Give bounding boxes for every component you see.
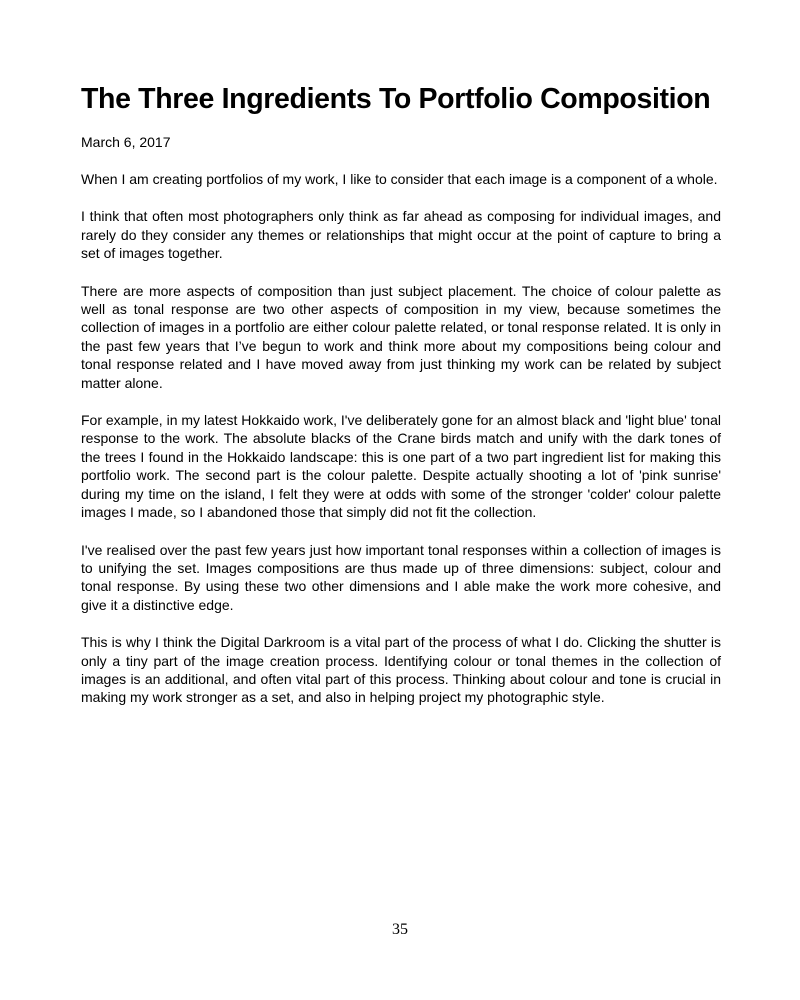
page-number: 35	[392, 921, 408, 938]
article-content	[81, 82, 721, 707]
paragraph-2: I think that often most photographers only think as far ahead as composing for individual images, and rarely do they consider any themes or relationships that might occur at the point of capture to bring a set of images together.	[81, 208, 721, 262]
paragraph-1: When I am creating portfolios of my work, I like to consider that each image is a component of a whole.	[81, 171, 718, 187]
article-title: The Three Ingredients To Portfolio Composition	[81, 83, 711, 115]
paragraph-6: This is why I think the Digital Darkroom is a vital part of the process of what I do. Clicking the shutter is only a tiny part of the image creation process. Identifying colour or tonal themes in the collection of images is an additional, and often vital part of this process. Thinking about colour and tone is crucial in making my work stronger as a set, and also in helping project my photographic style.	[81, 634, 721, 706]
paragraph-5: I've realised over the past few years just how important tonal responses within a collection of images is to unifying the set. Images compositions are thus made up of three dimensions: subject, colour and tonal response. By using these two other dimensions and I able make the work more cohesive, and give it a distinctive edge.	[81, 541, 721, 613]
article-date: March 6, 2017	[81, 134, 171, 150]
paragraph-3: There are more aspects of composition than just subject placement. The choice of colour palette as well as tonal response are two other aspects of composition in my view, because sometimes the collection of images in a portfolio are either colour palette related, or tonal response related. It is only in the past few years that I’ve begun to work and think more about my compositions being colour and tonal response related and I have moved away from just thinking my work can be related by subject matter alone.	[81, 282, 721, 391]
paragraph-4: For example, in my latest Hokkaido work, I've deliberately gone for an almost black and 'light blue' tonal response to the work. The absolute blacks of the Crane birds match and unify with the dark tones of the trees I found in the Hokkaido landscape: this is one part of a two part ingredient list for making this portfolio work. The second part is the colour palette. Despite actually shooting a lot of 'pink sunrise' during my time on the island, I felt they were at odds with some of the stronger 'colder' colour palette images I made, so I abandoned those that simply did not fit the collection.	[81, 412, 721, 521]
